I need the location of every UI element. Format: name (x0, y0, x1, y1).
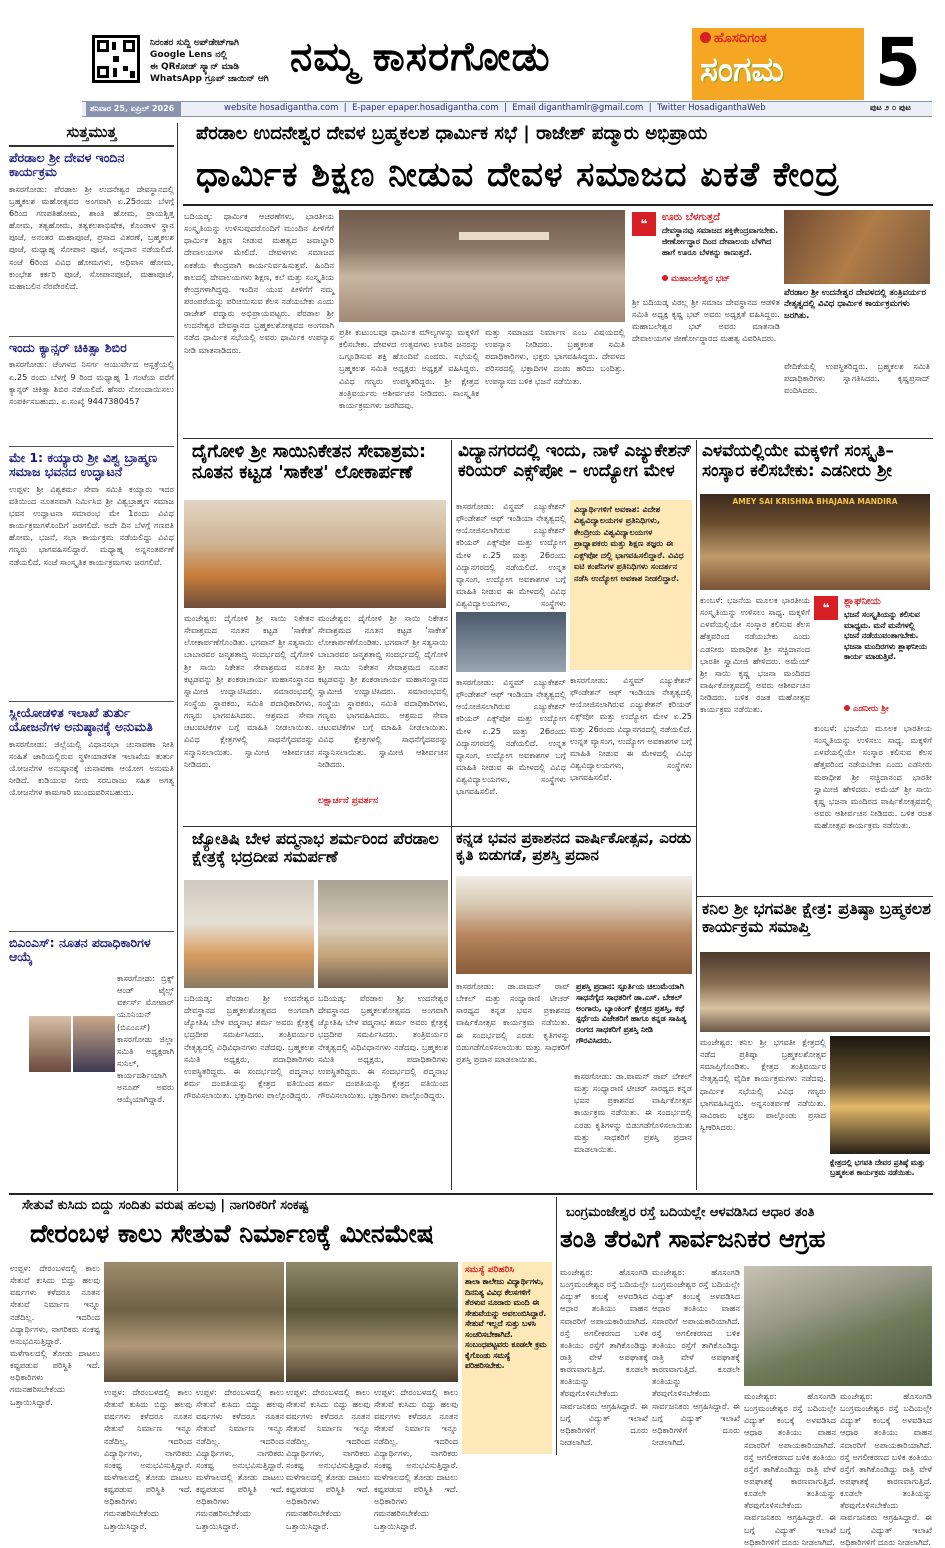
bottom-headline: ದೇರಂಬಳ ಕಾಲು ಸೇತುವೆ ನಿರ್ಮಾಣಕ್ಕೆ ಮೀನಮೇಷ (30, 1219, 434, 1248)
article-body: ಉಪ್ಪಳ: ದೇರಂಬಳದಲ್ಲಿ ಕಾಲು ಸೇತುವೆ ಕುಸಿದು ಬಿದ್ದು ಹಲವು ವರ್ಷಗಳು ಕಳೆದರೂ ನೂತನ ಸೇತುವೆ ನಿರ್ಮಾಣ ಇನ್ನೂ ನಡೆದಿಲ್ಲ. ಇದರಿಂದ ವಿದ್ಯಾರ್ಥಿಗಳು, ನಾಗರಿಕರು ಸಂಕಷ್ಟ ಅನುಭವಿಸುತ್ತಿದ್ದಾರೆ. ಮಳೆಗಾಲದಲ್ಲಿ ತೋಡು ದಾಟಲು ಕಷ್ಟಪಡುವ ಪರಿಸ್ಥಿತಿ ಇದೆ. ಅಧಿಕಾರಿಗಳು ಗಮನಹರಿಸಬೇಕೆಂದು ಒತ್ತಾಯಿಸಿದ್ದಾರೆ. (104, 1387, 192, 1531)
bullet-icon (662, 275, 668, 281)
lead-body: ಪ್ರತೀ ಕುಟುಂಬವೂ ಧಾರ್ಮಿಕ ಮೌಲ್ಯಗಳನ್ನು ಮಕ್ಕಳಿಗೆ ಕಲಿಸಬೇಕು. ದೇವಳದ ಉತ್ಸವಗಳು ಊರಿನ ಜನರನ್ನು ಒಗ್ಗೂಡಿಸುವ ಶಕ್ತಿ ಹೊಂದಿವೆ ಎಂದರು. ಸಭೆಯಲ್ಲಿ ಬ್ರಹ್ಮಕಲಶ ಸಮಿತಿ ಅಧ್ಯಕ್ಷರು ಅಧ್ಯಕ್ಷತೆ ವಹಿಸಿದ್ದರು. ವಿವಿಧ ಗಣ್ಯರು ಉಪಸ್ಥಿತರಿದ್ದರು. ಶ್ರೀ ಕ್ಷೇತ್ರದ ತಂತ್ರಿವರ್ಯರು ಆಶೀರ್ವಚನ ನೀಡಿದರು. ಸಾಂಸ್ಕೃತಿಕ ಕಾರ್ಯಕ್ರಮಗಳು ಜರಗಿದವು. (339, 327, 479, 410)
qr-line: WhatsApp ಗ್ರೂಪ್ ಜಾಯಿನ್ ಆಗಿ (150, 74, 269, 85)
article-headline: ಕನ್ನಡ ಭವನ ಪ್ರಕಾಶನದ ವಾರ್ಷಿಕೋತ್ಸವ, ಎರಡು ಕೃತಿ ಬಿಡುಗಡೆ, ಪ್ರಶಸ್ತಿ ಪ್ರದಾನ (456, 829, 692, 865)
qr-line: Google Lens ನಲ್ಲಿ (150, 50, 228, 61)
sidebar-item (9, 932, 174, 1132)
bridge-photo (286, 1262, 458, 1382)
article-photo (184, 500, 446, 608)
info-links: website hosadigantha.com | E-paper epaper.hosadigantha.com | Email diganthamlr@gmail.com | Twitter HosadiganthaWeb (224, 103, 766, 113)
article-body: ಕಾಸರಗೋಡು: ವಿಸ್ಡಮ್ ಎಜ್ಯುಕೇಶನ್ ಫೌಂಡೇಶನ್ ಆಫ್ ಇಂಡಿಯಾ ನೇತೃತ್ವದಲ್ಲಿ ಆಯೋಜಿಸಲಾಗಿರುವ ಎಜ್ಯುಕೇಶನ್ ಕರಿಯರ್ ಎಕ್ಸ್‌ಪೋ ಮತ್ತು ಉದ್ಯೋಗ ಮೇಳ ಏ.25 ಮತ್ತು 26ರಂದು ವಿದ್ಯಾನಗರದಲ್ಲಿ ನಡೆಯಲಿದೆ. ಉನ್ನತ ವ್ಯಾಸಂಗ, ಉದ್ಯೋಗ ಅವಕಾಶಗಳ ಬಗ್ಗೆ ಮಾಹಿತಿ ನೀಡುವ ಈ ಮೇಳದಲ್ಲಿ ವಿವಿಧ ವಿಶ್ವವಿದ್ಯಾಲಯಗಳು, ಸಂಸ್ಥೆಗಳು (456, 501, 566, 609)
lead-kicker: ಪೆರಡಾಲ ಉದನೇಶ್ವರ ದೇವಳ ಬ್ರಹ್ಮಕಲಶ ಧಾರ್ಮಿಕ ಸಭೆ | ರಾಜೇಶ್ ಪದ್ಮಾರು ಅಭಿಪ್ರಾಯ (196, 123, 708, 144)
col-divider (556, 1197, 557, 1455)
qr-line: ಈ QRಕೋಡ್ ಸ್ಕ್ಯಾನ್ ಮಾಡಿ (150, 62, 239, 73)
bottom-kicker: ಬಂಗ್ರಮಂಜೇಶ್ವರ ರಸ್ತೆ ಬದಿಯಲ್ಲೇ ಆಳವಡಿಸಿದ ಆಧಾರ ತಂತಿ (566, 1205, 815, 1220)
photo-caption: ಕ್ಷೇತ್ರದಲ್ಲಿ ಭಗವತಿ ದೇವರ ಪ್ರತಿಷ್ಠೆ ಮತ್ತು ಬ್ರಹ್ಮಕಲಶ ಕಾರ್ಯಕ್ರಮ ನಡೆಯಿತು. (830, 1158, 925, 1177)
problem-box-label: ಸಮಸ್ಯೆ ಪರಿಹರಿಸಿ (465, 1265, 515, 1275)
website-link[interactable]: website hosadigantha.com (224, 103, 339, 113)
article-body: ಮಂಜೇಶ್ವರ: ಹೊಸಂಗಡಿ ಬಂಗ್ರಮಂಜೇಶ್ವರ ರಸ್ತೆ ಬದಿಯಲ್ಲೇ ವಿದ್ಯುತ್ ಕಂಬಕ್ಕೆ ಅಳವಡಿಸಿದ ಆಧಾರ ತಂತಿಯು ವಾಹನ ಸವಾರರಿಗೆ ಅಪಾಯಕಾರಿಯಾಗಿದೆ. ರಸ್ತೆ ಅಗಲೀಕರಣದ ಬಳಿಕ ತಂತಿಯು ರಸ್ತೆಗೆ ತಾಗಿಕೊಂಡಿದ್ದು ರಾತ್ರಿ ವೇಳೆ ಅಪಘಾತಕ್ಕೆ ಕಾರಣವಾಗುತ್ತಿದೆ. ಕೂಡಲೇ ತಂತಿಯನ್ನು ತೆರವುಗೊಳಿಸಬೇಕೆಂದು ಸಾರ್ವಜನಿಕರು ಆಗ್ರಹಿಸಿದ್ದಾರೆ. ಈ ಬಗ್ಗೆ ವಿದ್ಯುತ್ ಇಲಾಖೆ ಅಧಿಕಾರಿಗಳಿಗೆ ದೂರು ನೀಡಲಾಗಿದೆ. (652, 1267, 740, 1447)
sidebar-item-text: ಕಾಸರಗೋಡು: ಬ್ರಿಕ್ಸ್ ಆಂಡ್ ಟೈಲ್ಸ್ ವರ್ಕರ್ಸ್ ಮೋಟಾರ್ ಯೂನಿಯನ್ (ಬಿಎಂಎಸ್) ಕಾಸರಗೋಡು ಜಿಲ್ಲಾ ಸಮಿತಿ ಅಧ್ಯಕ್ಷರಾಗಿ ಸುನಿಲ್, ಕಾರ್ಯದರ್ಶಿಯಾಗಿ ಅನೂಪ್ ಅವರು ಆಯ್ಕೆಯಾಗಿದ್ದಾರೆ. (117, 973, 174, 1105)
article-body: ಕಾಸರಗೋಡು: ಡಾ.ವಾಮನ್ ರಾವ್ ಬೇಕಲ್ ಮತ್ತು ಸಂಧ್ಯಾರಾಣಿ ಟೀಚರ್ ಸಾರಥ್ಯದ ಕನ್ನಡ ಭವನ ಪ್ರಕಾಶನದ ವಾರ್ಷಿಕೋತ್ಸವ ಕಾರ್ಯಕ್ರಮ ನಡೆಯಿತು. ಈ ಸಂದರ್ಭದಲ್ಲಿ ಎರಡು ಕೃತಿಗಳನ್ನು ಬಿಡುಗಡೆಗೊಳಿಸಲಾಯಿತು ಮತ್ತು ಸಾಧಕರಿಗೆ ಪ್ರಶಸ್ತಿ ಪ್ರದಾನ ಮಾಡಲಾಯಿತು. (456, 981, 570, 1064)
lead-headline: ಧಾರ್ಮಿಕ ಶಿಕ್ಷಣ ನೀಡುವ ದೇವಳ ಸಮಾಜದ ಏಕತೆ ಕೇಂದ್ರ (196, 155, 840, 195)
lead-body: ಮತ್ತು ಸಮಾಜದ ನಿರ್ಮಾಣ ಎಂಬ ವಿಷಯದಲ್ಲಿ ಉಪನ್ಯಾಸ ನೀಡಿದರು. ಬ್ರಹ್ಮಕಲಶ ಸಮಿತಿ ಪದಾಧಿಕಾರಿಗಳು, ಭಕ್ತರು ಭಾಗವಹಿಸಿದ್ದರು. ದೇವಳದ ಪರಿಸರದಲ್ಲಿ ಭಕ್ತಾದಿಗಳ ದಂಡು ಹರಿದು ಬಂದಿತ್ತು. ಉಪನ್ಯಾಸದ ಬಳಿಕ ಭಜನೆ ನಡೆಯಿತು. (485, 327, 625, 386)
photo-caption: ಪೆರಡಾಲ ಶ್ರೀ ಉದನೇಶ್ವರ ದೇವಳದಲ್ಲಿ ತಂತ್ರಿವರ್ಯರ ನೇತೃತ್ವದಲ್ಲಿ ವಿವಿಧ ಧಾರ್ಮಿಕ ಕಾರ್ಯಕ್ರಮಗಳು ಜರಗಿತು. (784, 288, 926, 321)
article-subhead: ಲಕ್ಷಾರ್ಚನೆ ಪ್ರವರ್ತನ (318, 796, 379, 806)
article-body: ಕುಂಬಳೆ: ಭಜನೆಯ ಮೂಲಕ ಭಾರತೀಯ ಸಂಸ್ಕೃತಿಯನ್ನು ಉಳಿಸಲು ಸಾಧ್ಯ. ಮಕ್ಕಳಿಗೆ ಎಳವೆಯಲ್ಲಿಯೇ ಸಂಸ್ಕಾರ ಕಲಿಸುವ ಕೆಲಸ ಹೆತ್ತವರಿಂದ ನಡೆಯಬೇಕು ಎಂದು ಎಡನೀರು ಮಠಾಧೀಶ ಶ್ರೀ ಸಚ್ಚಿದಾನಂದ ಭಾರತೀ ಸ್ವಾಮೀಜಿ ಹೇಳಿದರು. ಅಮೆಯ್ ಶ್ರೀ ಸಾಯಿ ಕೃಷ್ಣ ಭಜನಾ ಮಂದಿರದ ವಾರ್ಷಿಕೋತ್ಸವದಲ್ಲಿ ಅವರು ಆಶೀರ್ವಚನ ನೀಡಿದರು. ಬಳಿಕ ರಜತ ಮಹೋತ್ಸವ ಕಾರ್ಯಕ್ರಮ ನಡೆಯಿತು. (700, 595, 810, 715)
article-headline: ವಿದ್ಯಾನಗರದಲ್ಲಿ ಇಂದು, ನಾಳೆ ಎಜ್ಯುಕೇಶನ್ ಕರಿಯರ್ ಎಕ್ಸ್‌ಪೋ – ಉದ್ಯೋಗ ಮೇಳ (458, 441, 692, 481)
article-photo (318, 880, 448, 988)
article-body: ಬದಿಯಡ್ಕ: ಪೆರಡಾಲ ಶ್ರೀ ಉದನೇಶ್ವರ ದೇವಸ್ಥಾನದ ಬ್ರಹ್ಮಕಲಶೋತ್ಸವದ ಅಂಗವಾಗಿ ಜ್ಯೋತಿಷಿ ಬೇಳ ಪದ್ಮನಾಭ ಶರ್ಮ ಅವರು ಕ್ಷೇತ್ರಕ್ಕೆ ಭದ್ರದೀಪ ಸಮರ್ಪಿಸಿದರು. ತಂತ್ರಿವರ್ಯರ ನೇತೃತ್ವದಲ್ಲಿ ವಿಧಿವಿಧಾನಗಳು ನಡೆದವು. ಬ್ರಹ್ಮಕಲಶ ಸಮಿತಿ ಅಧ್ಯಕ್ಷರು, ಪದಾಧಿಕಾರಿಗಳು ಉಪಸ್ಥಿತರಿದ್ದರು. ಈ ಸಂದರ್ಭದಲ್ಲಿ ಪದ್ಮನಾಭ ಶರ್ಮ ದಂಪತಿಯನ್ನು ಕ್ಷೇತ್ರದ ವತಿಯಿಂದ ಗೌರವಿಸಲಾಯಿತು. ಭಕ್ತಾದಿಗಳು ಪಾಲ್ಗೊಂಡಿದ್ದರು. (318, 993, 448, 1101)
bullet-icon (844, 705, 850, 711)
bottom-kicker: ಸೇತುವೆ ಕುಸಿದು ಬಿದ್ದು ಸಂದಿತು ವರುಷ ಹಲವು | ನಾಗರಿಕರಿಗೆ ಸಂಕಷ್ಟ (22, 1198, 309, 1213)
twitter-link[interactable]: Twitter HosadiganthaWeb (656, 103, 766, 113)
article-photo (456, 876, 692, 974)
quote-label: ಊರು ಬೆಳಗುತ್ತದೆ (662, 212, 720, 223)
article-photo (700, 494, 930, 590)
sidebar-item-text: ಉಪ್ಪಳ: ಶ್ರೀ ವಿಶ್ವಕರ್ಮ ಸೇವಾ ಸಮಿತಿ ಕಯ್ಯಾರು ಇದರ ವತಿಯಿಂದ ನೂತನವಾಗಿ ನಿರ್ಮಿಸಿದ ಶ್ರೀ ವಿಶ್ವಬ್ರಾಹ್ಮಣ ಸಮಾಜ ಭವನ ಉದ್ಘಾಟನಾ ಸಮಾರಂಭ ಮೇ 1ರಂದು ವಿವಿಧ ಕಾರ್ಯಕ್ರಮಗಳೊಂದಿಗೆ ಜರಗಲಿದೆ. ಅದೇ ದಿನ ಬೆಳಗ್ಗೆ ಗಣಪತಿ ಹೋಮ, ಭಜನೆ, ಸಭಾ ಕಾರ್ಯಕ್ರಮ ನಡೆಯಲಿದ್ದು ವಿವಿಧ ಗಣ್ಯರು ಭಾಗವಹಿಸಲಿದ್ದಾರೆ. ಮಧ್ಯಾಹ್ನ ಅನ್ನಸಂತರ್ಪಣೆ ನಡೆಯಲಿದೆ. ಸಂಜೆ ಸಾಂಸ್ಕೃತಿಕ ಕಾರ್ಯಕ್ರಮಗಳು ಜರಗಲಿವೆ. (9, 483, 174, 567)
info-box (570, 500, 692, 670)
section-rule (183, 438, 933, 439)
quote-label: ಶ್ಲಾಘನೀಯ (844, 596, 881, 607)
date: ಶನಿವಾರ 25, ಏಪ್ರಿಲ್ 2026 (86, 102, 181, 116)
quote-author-text: ಮಹಾಬಲೇಶ್ವರ ಭಟ್ (671, 274, 730, 284)
bridge-photo (104, 1262, 284, 1382)
sidebar-item-title: ಇಂದು ಕ್ಯಾನ್ಸರ್ ಚಿಕಿತ್ಸಾ ಶಿಬಿರ (9, 340, 127, 355)
lead-body: ಶ್ರೀ ಬದಿಯಡ್ಕ ವಿಠಲ್ಲ ಶ್ರೀ ಸಮಾಜ ದೇವಸ್ಥಾನದ ಆಡಳಿತ ಸಮಿತಿ ಅಧ್ಯಕ್ಷ ಕೃಷ್ಣ ಭಟ್ ಅವರು ಅಧ್ಯಕ್ಷತೆ ವಹಿಸಿದ್ದರು. ಮಹಾಬಲೇಶ್ವರ ಭಟ್ ಅವರು ಮಾತನಾಡಿ ದೇವಾಲಯಗಳ ಜೀರ್ಣೋದ್ಧಾರದ ಮಹತ್ವ ವಿವರಿಸಿದರು. (632, 297, 780, 344)
sidebar-header (9, 123, 174, 147)
col-divider (696, 440, 697, 1190)
article-body: ಉಪ್ಪಳ: ದೇರಂಬಳದಲ್ಲಿ ಕಾಲು ಸೇತುವೆ ಕುಸಿದು ಬಿದ್ದು ಹಲವು ವರ್ಷಗಳು ಕಳೆದರೂ ನೂತನ ಸೇತುವೆ ನಿರ್ಮಾಣ ಇನ್ನೂ ನಡೆದಿಲ್ಲ. ಇದರಿಂದ ವಿದ್ಯಾರ್ಥಿಗಳು, ನಾಗರಿಕರು ಸಂಕಷ್ಟ ಅನುಭವಿಸುತ್ತಿದ್ದಾರೆ. ಮಳೆಗಾಲದಲ್ಲಿ ತೋಡು ದಾಟಲು ಕಷ್ಟಪಡುವ ಪರಿಸ್ಥಿತಿ ಇದೆ. ಅಧಿಕಾರಿಗಳು ಗಮನಹರಿಸಬೇಕೆಂದು ಒತ್ತಾಯಿಸಿದ್ದಾರೆ. (286, 1387, 370, 1531)
quote-box (814, 594, 932, 718)
sidebar-item-title: ಸ್ಲೀಯೋಡಳಿತ ಇಲಾಖೆ ತುರ್ತು ಯೋಜನೆಗಳ ಅನುಷ್ಠಾನಕ್ಕೆ ಅನುಮತಿ (9, 705, 153, 735)
sidebar-item (9, 447, 174, 702)
quote-author (662, 274, 730, 284)
page-title: ನಮ್ಮ ಕಾಸರಗೋಡು (290, 34, 551, 80)
sidebar-item-title: ಪೆರಡಾಲ ಶ್ರೀ ದೇವಳ ಇಂದಿನ ಕಾರ್ಯಕ್ರಮ (9, 150, 125, 180)
article-body: ಮಂಜೇಶ್ವರ: ಕನಿಲ ಶ್ರೀ ಭಗವತೀ ಕ್ಷೇತ್ರದಲ್ಲಿ ನಡೆದ ಪ್ರತಿಷ್ಠಾ ಬ್ರಹ್ಮಕಲಶೋತ್ಸವ ಸಮಾಪ್ತಿಗೊಂಡಿತು. ಕ್ಷೇತ್ರದ ತಂತ್ರಿವರ್ಯರ ನೇತೃತ್ವದಲ್ಲಿ ವೈದಿಕ ಕಾರ್ಯಕ್ರಮಗಳು ನಡೆದವು. ಧಾರ್ಮಿಕ ಸಭೆಯಲ್ಲಿ ವಿವಿಧ ಗಣ್ಯರು ಭಾಗವಹಿಸಿದ್ದರು. ಅನ್ನಸಂತರ್ಪಣೆ ನಡೆಯಿತು. ಸಾವಿರಾರು ಭಕ್ತರು ಪಾಲ್ಗೊಂಡು ಪ್ರಸಾದ ಸ್ವೀಕರಿಸಿದರು. (700, 1037, 826, 1132)
col-divider (451, 440, 452, 1190)
brand-small (700, 31, 767, 46)
problem-box-text: ಶಾಲಾ ಕಾಲೇಜು ವಿದ್ಯಾರ್ಥಿಗಳು, ದಿನನಿತ್ಯ ವಿವಿಧ ಕೆಲಸಗಳಿಗೆ ತೆರಳುವ ನೂರಾರು ಮಂದಿ ಈ ಸೇತುವೆಯನ್ನು ಅವಲಂಬಿಸಿದ್ದಾರೆ. ಸೇತುವೆ ಇಲ್ಲದೆ ಸುತ್ತು ಬಳಸಿ ಸಂಚರಿಸಬೇಕಾಗಿದೆ. ಸಂಬಂಧಪಟ್ಟವರು ಕೂಡಲೇ ಕ್ರಮ ಕೈಗೊಂಡು ಸಮಸ್ಯೆ ಪರಿಹರಿಸಬೇಕು. (465, 1277, 547, 1371)
qr-code[interactable] (92, 35, 140, 83)
award-box (574, 980, 692, 1068)
brand-small-text: ಹೊಸದಿಗಂತ (714, 31, 767, 46)
quote-icon: ❝ (814, 596, 838, 620)
sidebar-item-text: ಕಾಸರಗೋಡು: ಚೆಂಗಳದ ನಿಸರ್ಗ ಆಯುರ್ವೇದ ಆಸ್ಪತ್ರೆಯಲ್ಲಿ ಏ.25 ರಂದು ಬೆಳಗ್ಗೆ 9 ರಿಂದ ಮಧ್ಯಾಹ್ನ 1 ಗಂಟೆಯ ವರೆಗೆ ಕ್ಯಾನ್ಸರ್ ಚಿಕಿತ್ಸಾ ಶಿಬಿರ ನಡೆಯಲಿದೆ. ಹೆಸರು ನೋಂದಾಯಿಸಲು ಸಂಪರ್ಕಿಸಬಹುದು. ಏ.ಸಂಖ್ಯೆ 9447380457 (9, 359, 174, 406)
article-body: ಮಂಜೇಶ್ವರ: ದೈಗೋಳಿ ಶ್ರೀ ಸಾಯಿ ನಿಕೇತನ ಸೇವಾಶ್ರಮದ ನೂತನ ಕಟ್ಟಡ 'ಸಾಕೇತ' ಲೋಕಾರ್ಪಣೆಗೊಂಡಿತು. ಭಗವಾನ್ ಶ್ರೀ ಸತ್ಯಸಾಯಿ ಬಾಬಾರವರ ಜನ್ಮಶತಾಬ್ದಿ ಸಂದರ್ಭದಲ್ಲಿ ದೈಗೋಳಿ ಶ್ರೀ ಸಾಯಿ ನಿಕೇತನ ಸೇವಾಶ್ರಮದ ನೂತನ ಕಟ್ಟಡವನ್ನು ಶ್ರೀ ಶಂಕರಾಚಾರ್ಯ ಮಹಾಸಂಸ್ಥಾನದ ಸ್ವಾಮೀಜಿ ಉದ್ಘಾಟಿಸಿದರು. ಸಮಾರಂಭದಲ್ಲಿ ಸಂಸ್ಥೆಯ ಸ್ಥಾಪಕರು, ಸಮಿತಿ ಪದಾಧಿಕಾರಿಗಳು, ಗಣ್ಯರು ಭಾಗವಹಿಸಿದರು. ಆಶ್ರಮದ ಸೇವಾ ಚಟುವಟಿಕೆಗಳ ಬಗ್ಗೆ ಮಾಹಿತಿ ನೀಡಲಾಯಿತು. ವಿವಿಧ ಕ್ಷೇತ್ರಗಳಲ್ಲಿ ಸಾಧನೆಗೈದವರನ್ನು ಸನ್ಮಾನಿಸಲಾಯಿತು. ಸ್ವಾಮೀಜಿ ಆಶೀರ್ವಚನ ನೀಡಿದರು. (318, 613, 448, 769)
article-photo (830, 1036, 930, 1154)
section-rule (452, 826, 696, 827)
lead-body: ಬದಿಯಡ್ಕ: ಧಾರ್ಮಿಕ ಆಚರಣೆಗಳು, ಭಾರತೀಯ ಸಂಸ್ಕೃತಿಯನ್ನು ಉಳಿಸುವುದರೊಂದಿಗೆ ಮುಂದಿನ ಪೀಳಿಗೆಗೆ ಧಾರ್ಮಿಕ ಶಿಕ್ಷಣ ನೀಡುವ ಮಹತ್ವದ ಜವಾಬ್ದಾರಿ ದೇವಾಲಯಗಳ ಮೇಲಿದೆ. ದೇವಳಗಳು ಸಮಾಜದ ಏಕತೆಯ ಕೇಂದ್ರವಾಗಿ ಕಾರ್ಯನಿರ್ವಹಿಸುತ್ತವೆ. ಹಿಂದಿನ ಕಾಲದಲ್ಲಿ ದೇವಾಲಯಗಳು ಶಿಕ್ಷಣ, ಕಲೆ ಮತ್ತು ಸಂಸ್ಕೃತಿಯ ಕೇಂದ್ರಗಳಾಗಿದ್ದವು. ಇಂದಿನ ಯುವ ಪೀಳಿಗೆಗೆ ನಮ್ಮ ಪರಂಪರೆಯನ್ನು ಪರಿಚಯಿಸುವ ಕೆಲಸ ನಡೆಯಬೇಕು ಎಂದು ರಾಜೇಶ್ ಪದ್ಮಾರು ಅಭಿಪ್ರಾಯಪಟ್ಟರು. ಪೆರಡಾಲ ಶ್ರೀ ಉದನೇಶ್ವರ ದೇವಸ್ಥಾನದ ಬ್ರಹ್ಮಕಲಶೋತ್ಸವದ ಅಂಗವಾಗಿ ನಡೆದ ಧಾರ್ಮಿಕ ಸಭೆಯಲ್ಲಿ ಅವರು ಧಾರ್ಮಿಕ ಉಪನ್ಯಾಸ ನೀಡಿ ಮಾತನಾಡಿದರು. (184, 211, 334, 355)
page-number: 5 (875, 24, 921, 101)
sidebar-item-title: ಬಿಎಂಎಸ್: ನೂತನ ಪದಾಧಿಕಾರಿಗಳ ಆಯ್ಕೆ (9, 935, 151, 965)
quote-icon: ❝ (632, 212, 656, 236)
section-rule (697, 896, 933, 897)
sidebar-item-text: ಕಾಸರಗೋಡು: ಜಿಲ್ಲೆಯಲ್ಲಿ ವಿಧಾನಸಭಾ ಚುನಾವಣಾ ನೀತಿ ಸಂಹಿತೆ ಜಾರಿಯಲ್ಲಿರುವ ಸ್ಥಳೀಯಾಡಳಿತ ಇಲಾಖೆಯ ತುರ್ತು ಯೋಜನೆಗಳ ಅನುಷ್ಠಾನಕ್ಕೆ ಚುನಾವಣಾ ಆಯೋಗ ಅನುಮತಿ ನೀಡಿದೆ. ಕುಡಿಯುವ ನೀರು ಸರಬರಾಜು ಸಹಿತ ಅಗತ್ಯ ಯೋಜನೆಗಳ ಕಾಮಗಾರಿ ಮುಂದುವರಿಸಬಹುದು. (9, 738, 174, 798)
brand-logo-icon (700, 32, 711, 43)
article-body: ಮಂಜೇಶ್ವರ: ಹೊಸಂಗಡಿ ಬಂಗ್ರಮಂಜೇಶ್ವರ ರಸ್ತೆ ಬದಿಯಲ್ಲೇ ವಿದ್ಯುತ್ ಕಂಬಕ್ಕೆ ಅಳವಡಿಸಿದ ಆಧಾರ ತಂತಿಯು ವಾಹನ ಸವಾರರಿಗೆ ಅಪಾಯಕಾರಿಯಾಗಿದೆ. ರಸ್ತೆ ಅಗಲೀಕರಣದ ಬಳಿಕ ತಂತಿಯು ರಸ್ತೆಗೆ ತಾಗಿಕೊಂಡಿದ್ದು ರಾತ್ರಿ ವೇಳೆ ಅಪಘಾತಕ್ಕೆ ಕಾರಣವಾಗುತ್ತಿದೆ. ಕೂಡಲೇ ತಂತಿಯನ್ನು ತೆರವುಗೊಳಿಸಬೇಕೆಂದು ಸಾರ್ವಜನಿಕರು ಆಗ್ರಹಿಸಿದ್ದಾರೆ. ಈ ಬಗ್ಗೆ ವಿದ್ಯುತ್ ಇಲಾಖೆ ಅಧಿಕಾರಿಗಳಿಗೆ ದೂರು ನೀಡಲಾಗಿದೆ. (840, 1391, 932, 1547)
sidebar-item (9, 147, 174, 337)
article-headline: ದೈಗೋಳಿ ಶ್ರೀ ಸಾಯಿನಿಕೇತನ ಸೇವಾಶ್ರಮ: ನೂತನ ಕಟ್ಟಡ 'ಸಾಕೇತ' ಲೋಕಾರ್ಪಣೆ (192, 441, 427, 483)
article-body: ಉಪ್ಪಳ: ದೇರಂಬಳದಲ್ಲಿ ಕಾಲು ಸೇತುವೆ ಕುಸಿದು ಬಿದ್ದು ಹಲವು ವರ್ಷಗಳು ಕಳೆದರೂ ನೂತನ ಸೇತುವೆ ನಿರ್ಮಾಣ ಇನ್ನೂ ನಡೆದಿಲ್ಲ. ಇದರಿಂದ ವಿದ್ಯಾರ್ಥಿಗಳು, ನಾಗರಿಕರು ಸಂಕಷ್ಟ ಅನುಭವಿಸುತ್ತಿದ್ದಾರೆ. ಮಳೆಗಾಲದಲ್ಲಿ ತೋಡು ದಾಟಲು ಕಷ್ಟಪಡುವ ಪರಿಸ್ಥಿತಿ ಇದೆ. ಅಧಿಕಾರಿಗಳು ಗಮನಹರಿಸಬೇಕೆಂದು ಒತ್ತಾಯಿಸಿದ್ದಾರೆ. (374, 1387, 458, 1531)
sidebar (9, 123, 174, 1191)
sidebar-divider (177, 123, 178, 1191)
sidebar-item (9, 337, 174, 447)
sidebar-item-title: ಮೇ 1: ಕಯ್ಯಾರು ಶ್ರೀ ವಿಶ್ವ ಬ್ರಾಹ್ಮಣ ಸಮಾಜ ಭವನದ ಉದ್ಘಾಟನೆ (9, 450, 158, 480)
bottom-headline: ತಂತಿ ತೆರವಿಗೆ ಸಾರ್ವಜನಿಕರ ಆಗ್ರಹ (560, 1225, 826, 1253)
pages-label: ಪುಟ ೨ ೦ ಪುಟ (870, 103, 911, 112)
article-body: ಮಂಜೇಶ್ವರ: ಹೊಸಂಗಡಿ ಬಂಗ್ರಮಂಜೇಶ್ವರ ರಸ್ತೆ ಬದಿಯಲ್ಲೇ ವಿದ್ಯುತ್ ಕಂಬಕ್ಕೆ ಅಳವಡಿಸಿದ ಆಧಾರ ತಂತಿಯು ವಾಹನ ಸವಾರರಿಗೆ ಅಪಾಯಕಾರಿಯಾಗಿದೆ. ರಸ್ತೆ ಅಗಲೀಕರಣದ ಬಳಿಕ ತಂತಿಯು ರಸ್ತೆಗೆ ತಾಗಿಕೊಂಡಿದ್ದು ರಾತ್ರಿ ವೇಳೆ ಅಪಘಾತಕ್ಕೆ ಕಾರಣವಾಗುತ್ತಿದೆ. ಕೂಡಲೇ ತಂತಿಯನ್ನು ತೆರವುಗೊಳಿಸಬೇಕೆಂದು ಸಾರ್ವಜನಿಕರು ಆಗ್ರಹಿಸಿದ್ದಾರೆ. ಈ ಬಗ್ಗೆ ವಿದ್ಯುತ್ ಇಲಾಖೆ ಅಧಿಕಾರಿಗಳಿಗೆ ದೂರು ನೀಡಲಾಗಿದೆ. (560, 1267, 648, 1447)
lead-rule (183, 204, 933, 206)
brand-name: ಸಂಗಮ (700, 50, 784, 90)
qr-instructions (150, 37, 285, 86)
section-rule (183, 826, 451, 827)
quote-author-text: ಎಡನೀರು ಶ್ರೀ (853, 704, 889, 714)
article-body: ಕಾಸರಗೋಡು: ವಿಸ್ಡಮ್ ಎಜ್ಯುಕೇಶನ್ ಫೌಂಡೇಶನ್ ಆಫ್ ಇಂಡಿಯಾ ನೇತೃತ್ವದಲ್ಲಿ ಆಯೋಜಿಸಲಾಗಿರುವ ಎಜ್ಯುಕೇಶನ್ ಕರಿಯರ್ ಎಕ್ಸ್‌ಪೋ ಮತ್ತು ಉದ್ಯೋಗ ಮೇಳ ಏ.25 ಮತ್ತು 26ರಂದು ವಿದ್ಯಾನಗರದಲ್ಲಿ ನಡೆಯಲಿದೆ. ಉನ್ನತ ವ್ಯಾಸಂಗ, ಉದ್ಯೋಗ ಅವಕಾಶಗಳ ಬಗ್ಗೆ ಮಾಹಿತಿ ನೀಡುವ ಈ ಮೇಳದಲ್ಲಿ ವಿವಿಧ ವಿಶ್ವವಿದ್ಯಾಲಯಗಳು, ಸಂಸ್ಥೆಗಳು ಭಾಗವಹಿಸಲಿವೆ. (570, 675, 692, 783)
article-body: ಮಂಜೇಶ್ವರ: ದೈಗೋಳಿ ಶ್ರೀ ಸಾಯಿ ನಿಕೇತನ ಸೇವಾಶ್ರಮದ ನೂತನ ಕಟ್ಟಡ 'ಸಾಕೇತ' ಲೋಕಾರ್ಪಣೆಗೊಂಡಿತು. ಭಗವಾನ್ ಶ್ರೀ ಸತ್ಯಸಾಯಿ ಬಾಬಾರವರ ಜನ್ಮಶತಾಬ್ದಿ ಸಂದರ್ಭದಲ್ಲಿ ದೈಗೋಳಿ ಶ್ರೀ ಸಾಯಿ ನಿಕೇತನ ಸೇವಾಶ್ರಮದ ನೂತನ ಕಟ್ಟಡವನ್ನು ಶ್ರೀ ಶಂಕರಾಚಾರ್ಯ ಮಹಾಸಂಸ್ಥಾನದ ಸ್ವಾಮೀಜಿ ಉದ್ಘಾಟಿಸಿದರು. ಸಮಾರಂಭದಲ್ಲಿ ಸಂಸ್ಥೆಯ ಸ್ಥಾಪಕರು, ಸಮಿತಿ ಪದಾಧಿಕಾರಿಗಳು, ಗಣ್ಯರು ಭಾಗವಹಿಸಿದರು. ಆಶ್ರಮದ ಸೇವಾ ಚಟುವಟಿಕೆಗಳ ಬಗ್ಗೆ ಮಾಹಿತಿ ನೀಡಲಾಯಿತು. ವಿವಿಧ ಕ್ಷೇತ್ರಗಳಲ್ಲಿ ಸಾಧನೆಗೈದವರನ್ನು ಸನ್ಮಾನಿಸಲಾಯಿತು. ಸ್ವಾಮೀಜಿ ಆಶೀರ್ವಚನ ನೀಡಿದರು. (184, 613, 314, 769)
article-body: ಕುಂಬಳೆ: ಭಜನೆಯ ಮೂಲಕ ಭಾರತೀಯ ಸಂಸ್ಕೃತಿಯನ್ನು ಉಳಿಸಲು ಸಾಧ್ಯ. ಮಕ್ಕಳಿಗೆ ಎಳವೆಯಲ್ಲಿಯೇ ಸಂಸ್ಕಾರ ಕಲಿಸುವ ಕೆಲಸ ಹೆತ್ತವರಿಂದ ನಡೆಯಬೇಕು ಎಂದು ಎಡನೀರು ಮಠಾಧೀಶ ಶ್ರೀ ಸಚ್ಚಿದಾನಂದ ಭಾರತೀ ಸ್ವಾಮೀಜಿ ಹೇಳಿದರು. ಅಮೆಯ್ ಶ್ರೀ ಸಾಯಿ ಕೃಷ್ಣ ಭಜನಾ ಮಂದಿರದ ವಾರ್ಷಿಕೋತ್ಸವದಲ್ಲಿ ಅವರು ಆಶೀರ್ವಚನ ನೀಡಿದರು. ಬಳಿಕ ರಜತ ಮಹೋತ್ಸವ ಕಾರ್ಯಕ್ರಮ ನಡೆಯಿತು. (814, 723, 932, 831)
article-headline: ಎಳವೆಯಲ್ಲಿಯೇ ಮಕ್ಕಳಿಗೆ ಸಂಸ್ಕೃತಿ– ಸಂಸ್ಕಾರ ಕಲಿಸಬೇಕು: ಎಡನೀರು ಶ್ರೀ (702, 441, 894, 481)
article-body: ಕಾಸರಗೋಡು: ಡಾ.ವಾಮನ್ ರಾವ್ ಬೇಕಲ್ ಮತ್ತು ಸಂಧ್ಯಾರಾಣಿ ಟೀಚರ್ ಸಾರಥ್ಯದ ಕನ್ನಡ ಭವನ ಪ್ರಕಾಶನದ ವಾರ್ಷಿಕೋತ್ಸವ ಕಾರ್ಯಕ್ರಮ ನಡೆಯಿತು. ಈ ಸಂದರ್ಭದಲ್ಲಿ ಎರಡು ಕೃತಿಗಳನ್ನು ಬಿಡುಗಡೆಗೊಳಿಸಲಾಯಿತು ಮತ್ತು ಸಾಧಕರಿಗೆ ಪ್ರಶಸ್ತಿ ಪ್ರದಾನ ಮಾಡಲಾಯಿತು. (574, 1071, 692, 1154)
lead-quote-box (632, 210, 780, 292)
bottom-rule (9, 1193, 933, 1195)
wire-photo (744, 1266, 932, 1386)
quote-text: ದೇವಸ್ಥಾನವು ಸಮಾಜದ ಶಕ್ತಿಕೇಂದ್ರವಾಗಬೇಕು. ಜೀರ್ಣೋದ್ಧಾರ ದಿಂದ ದೇವಾಲಯ ಬೆಳಗಿದ ಹಾಗೆ ಊರೂ ಬೆಳಕನ್ನು ಕಾಣುತ್ತದೆ. (662, 226, 779, 257)
article-body: ಕಾಸರಗೋಡು: ವಿಸ್ಡಮ್ ಎಜ್ಯುಕೇಶನ್ ಫೌಂಡೇಶನ್ ಆಫ್ ಇಂಡಿಯಾ ನೇತೃತ್ವದಲ್ಲಿ ಆಯೋಜಿಸಲಾಗಿರುವ ಎಜ್ಯುಕೇಶನ್ ಕರಿಯರ್ ಎಕ್ಸ್‌ಪೋ ಮತ್ತು ಉದ್ಯೋಗ ಮೇಳ ಏ.25 ಮತ್ತು 26ರಂದು ವಿದ್ಯಾನಗರದಲ್ಲಿ ನಡೆಯಲಿದೆ. ಉನ್ನತ ವ್ಯಾಸಂಗ, ಉದ್ಯೋಗ ಅವಕಾಶಗಳ ಬಗ್ಗೆ ಮಾಹಿತಿ ನೀಡುವ ಈ ಮೇಳದಲ್ಲಿ ವಿವಿಧ ವಿಶ್ವವಿದ್ಯಾಲಯಗಳು, ಸಂಸ್ಥೆಗಳು ಭಾಗವಹಿಸಲಿವೆ. (456, 677, 566, 797)
sidebar-header-text: ಸುತ್ತಮುತ್ತ (66, 123, 117, 141)
article-headline: ಜ್ಯೋತಿಷಿ ಬೇಳ ಪದ್ಮನಾಭ ಶರ್ಮರಿಂದ ಪೆರಡಾಲ ಕ್ಷೇತ್ರಕ್ಕೆ ಭದ್ರದೀಪ ಸಮರ್ಪಣೆ (192, 829, 439, 867)
article-headline: ಕನಿಲ ಶ್ರೀ ಭಗವತೀ ಕ್ಷೇತ್ರ: ಪ್ರತಿಷ್ಠಾ ಬ್ರಹ್ಮಕಲಶ ಕಾರ್ಯಕ್ರಮ ಸಮಾಪ್ತಿ (702, 899, 931, 937)
banner-shape (459, 232, 549, 240)
article-body: ಉಪ್ಪಳ: ದೇರಂಬಳದಲ್ಲಿ ಕಾಲು ಸೇತುವೆ ಕುಸಿದು ಬಿದ್ದು ಹಲವು ವರ್ಷಗಳು ಕಳೆದರೂ ನೂತನ ಸೇತುವೆ ನಿರ್ಮಾಣ ಇನ್ನೂ ನಡೆದಿಲ್ಲ. ಇದರಿಂದ ವಿದ್ಯಾರ್ಥಿಗಳು, ನಾಗರಿಕರು ಸಂಕಷ್ಟ ಅನುಭವಿಸುತ್ತಿದ್ದಾರೆ. ಮಳೆಗಾಲದಲ್ಲಿ ತೋಡು ದಾಟಲು ಕಷ್ಟಪಡುವ ಪರಿಸ್ಥಿತಿ ಇದೆ. ಅಧಿಕಾರಿಗಳು ಗಮನಹರಿಸಬೇಕೆಂದು ಒತ್ತಾಯಿಸಿದ್ದಾರೆ. (196, 1387, 284, 1531)
lead-photo-2 (784, 210, 930, 284)
email-link[interactable]: Email diganthamlr@gmail.com (512, 103, 644, 113)
sidebar-item-text: ಕಾಸರಗೋಡು: ಪೆರಡಾಲ ಶ್ರೀ ಉದನೇಶ್ವರ ದೇವಸ್ಥಾನದಲ್ಲಿ ಬ್ರಹ್ಮಕಲಶ ಮಹೋತ್ಸವದ ಅಂಗವಾಗಿ ಏ.25ರಂದು ಬೆಳಗ್ಗೆ 6ರಿಂದ ಗಣಪತಿಹೋಮ, ಶಾಂತಿ ಹೋಮ, ಪ್ರಾಯಶ್ಚಿತ್ತ ಹೋಮ, ತತ್ವಹೋಮ, ತತ್ವಕಲಶಾಭಿಷೇಕ, ಕೊಂಡಾಳ ಸ್ಥಾನ ಪೂಜೆ, ಅನಂತರ ಮಹಾಪೂಜೆ, ಪ್ರಸಾದ ವಿತರಣೆ, ಬ್ರಹ್ಮಕಲಶ ಪೂಜೆ, ಮಧ್ಯಾಹ್ನ ಸೋಪಾನ ಪೂಜೆ, ಅನ್ನದಾನ ನಡೆಯಲಿದೆ. ಸಂಜೆ 6ರಿಂದ ವಿವಿಧ ಹೋಮಗಳು, ಅಧಿವಾಸ ಹೋಮ, ಕುಂಭೇಶ ಕರ್ಕರಿ ಪೂಜೆ, ಸೋಪಾನಪೂಜೆ, ಮಹಾಪೂಜೆ, ಮಹಾಬಲಿನ ನೆರವೇರಲಿದೆ. (9, 183, 174, 291)
article-photo (456, 612, 566, 672)
sidebar-item (9, 702, 174, 932)
article-body: ಮಂಜೇಶ್ವರ: ಹೊಸಂಗಡಿ ಬಂಗ್ರಮಂಜೇಶ್ವರ ರಸ್ತೆ ಬದಿಯಲ್ಲೇ ವಿದ್ಯುತ್ ಕಂಬಕ್ಕೆ ಅಳವಡಿಸಿದ ಆಧಾರ ತಂತಿಯು ವಾಹನ ಸವಾರರಿಗೆ ಅಪಾಯಕಾರಿಯಾಗಿದೆ. ರಸ್ತೆ ಅಗಲೀಕರಣದ ಬಳಿಕ ತಂತಿಯು ರಸ್ತೆಗೆ ತಾಗಿಕೊಂಡಿದ್ದು ರಾತ್ರಿ ವೇಳೆ ಅಪಘಾತಕ್ಕೆ ಕಾರಣವಾಗುತ್ತಿದೆ. ಕೂಡಲೇ ತಂತಿಯನ್ನು ತೆರವುಗೊಳಿಸಬೇಕೆಂದು ಸಾರ್ವಜನಿಕರು ಆಗ್ರಹಿಸಿದ್ದಾರೆ. ಈ ಬಗ್ಗೆ ವಿದ್ಯುತ್ ಇಲಾಖೆ ಅಧಿಕಾರಿಗಳಿಗೆ ದೂರು ನೀಡಲಾಗಿದೆ. (744, 1391, 836, 1547)
banner-text: AMEY SAI KRISHNA BHAJANA MANDIRA (732, 497, 898, 506)
problem-box (462, 1262, 552, 1454)
award-box-text: ಪ್ರಶಸ್ತಿ ಪ್ರದಾನ: ಸ್ಫೂರ್ತಿಯ ಚಿಲುಮೆಯಾಗಿ ಸಾಧನೆಗೈದ ಸಾಧಕರಿಗೆ ಡಾ.ಎಸ್. ಬೇಕಲ್ ಅಂಗಾರು, ಬ್ಯಾಂಕಿಂಗ್ ಕ್ಷೇತ್ರದ ಪ್ರಶಸ್ತಿ, ಕಥೆ ಸ್ಪರ್ಧೆಯ ವಿಜೇತರಿಗೆ ಹಾಗೂ ಕನ್ನಡ ಸಾಹಿತ್ಯ ರಂಗದ ಸಾಧಕರಿಗೆ ಪ್ರಶಸ್ತಿ ನೀಡಿ ಗೌರವಿಸಿದರು. (576, 982, 687, 1045)
quote-author (844, 704, 889, 714)
article-photo (700, 952, 930, 1032)
qr-line: ನಿರಂತರ ಸುದ್ದಿ ಅಪ್‌ಡೇಟ್‌ಗಾಗಿ (150, 38, 239, 48)
epaper-link[interactable]: E-paper epaper.hosadigantha.com (352, 103, 499, 113)
article-photo (184, 880, 314, 988)
lead-photo (339, 210, 625, 322)
article-body: ಬದಿಯಡ್ಕ: ಪೆರಡಾಲ ಶ್ರೀ ಉದನೇಶ್ವರ ದೇವಸ್ಥಾನದ ಬ್ರಹ್ಮಕಲಶೋತ್ಸವದ ಅಂಗವಾಗಿ ಜ್ಯೋತಿಷಿ ಬೇಳ ಪದ್ಮನಾಭ ಶರ್ಮ ಅವರು ಕ್ಷೇತ್ರಕ್ಕೆ ಭದ್ರದೀಪ ಸಮರ್ಪಿಸಿದರು. ತಂತ್ರಿವರ್ಯರ ನೇತೃತ್ವದಲ್ಲಿ ವಿಧಿವಿಧಾನಗಳು ನಡೆದವು. ಬ್ರಹ್ಮಕಲಶ ಸಮಿತಿ ಅಧ್ಯಕ್ಷರು, ಪದಾಧಿಕಾರಿಗಳು ಉಪಸ್ಥಿತರಿದ್ದರು. ಈ ಸಂದರ್ಭದಲ್ಲಿ ಪದ್ಮನಾಭ ಶರ್ಮ ದಂಪತಿಯನ್ನು ಕ್ಷೇತ್ರದ ವತಿಯಿಂದ ಗೌರವಿಸಲಾಯಿತು. ಭಕ್ತಾದಿಗಳು ಪಾಲ್ಗೊಂಡಿದ್ದರು. (184, 993, 314, 1101)
article-body: ಉಪ್ಪಳ: ದೇರಂಬಳದಲ್ಲಿ ಕಾಲು ಸೇತುವೆ ಕುಸಿದು ಬಿದ್ದು ಹಲವು ವರ್ಷಗಳು ಕಳೆದರೂ ನೂತನ ಸೇತುವೆ ನಿರ್ಮಾಣ ಇನ್ನೂ ನಡೆದಿಲ್ಲ. ಇದರಿಂದ ವಿದ್ಯಾರ್ಥಿಗಳು, ನಾಗರಿಕರು ಸಂಕಷ್ಟ ಅನುಭವಿಸುತ್ತಿದ್ದಾರೆ. ಮಳೆಗಾಲದಲ್ಲಿ ತೋಡು ದಾಟಲು ಕಷ್ಟಪಡುವ ಪರಿಸ್ಥಿತಿ ಇದೆ. ಅಧಿಕಾರಿಗಳು ಗಮನಹರಿಸಬೇಕೆಂದು ಒತ್ತಾಯಿಸಿದ್ದಾರೆ. (10, 1263, 100, 1407)
info-box-text: ವಿದ್ಯಾರ್ಥಿಗಳಿಗೆ ಅವಕಾಶ: ವಿದೇಶ ವಿಶ್ವವಿದ್ಯಾಲಯಗಳ ಪ್ರತಿನಿಧಿಗಳು, ಕೇಂದ್ರೀಯ ವಿಶ್ವವಿದ್ಯಾಲಯಗಳ ಪ್ರಾಧ್ಯಾಪಕರು ಮತ್ತು ಶಿಕ್ಷಣ ತಜ್ಞರು ಈ ಎಕ್ಸ್‌ಪೋ ದಲ್ಲಿ ಭಾಗವಹಿಸಲಿದ್ದಾರೆ. ವಿವಿಧ ಐಟಿ ಕಂಪೆನಿಗಳ ಪ್ರತಿನಿಧಿಗಳು ಸಂದರ್ಶನ ನಡೆಸಿ ಉದ್ಯೋಗ ಅವಕಾಶ ನೀಡಲಿದ್ದಾರೆ. (574, 504, 684, 583)
lead-body: ವೇದಿಕೆಯಲ್ಲಿ ಉಪಸ್ಥಿತರಿದ್ದರು. ಬ್ರಹ್ಮಕಲಶ ಸಮಿತಿ ಪದಾಧಿಕಾರಿಗಳು ಸ್ವಾಗತಿಸಿದರು. ಕೃಷ್ಣಪ್ರಸಾದ್ ವಂದಿಸಿದರು. (784, 361, 930, 396)
quote-text: ಭಜನೆ ಸಂಸ್ಕೃತಿಯನ್ನು ಕಲಿಸುವ ಮಾಧ್ಯಮ. ಮನೆ ಮನೆಗಳಲ್ಲಿ ಭಜನೆ ನಡೆಯುವಂತಾಗಬೇಕು. ಭಜನಾ ಮಂದಿರಗಳು ಶ್ಲಾಘನೀಯ ಕಾರ್ಯ ಮಾಡುತ್ತಿವೆ. (844, 610, 927, 662)
